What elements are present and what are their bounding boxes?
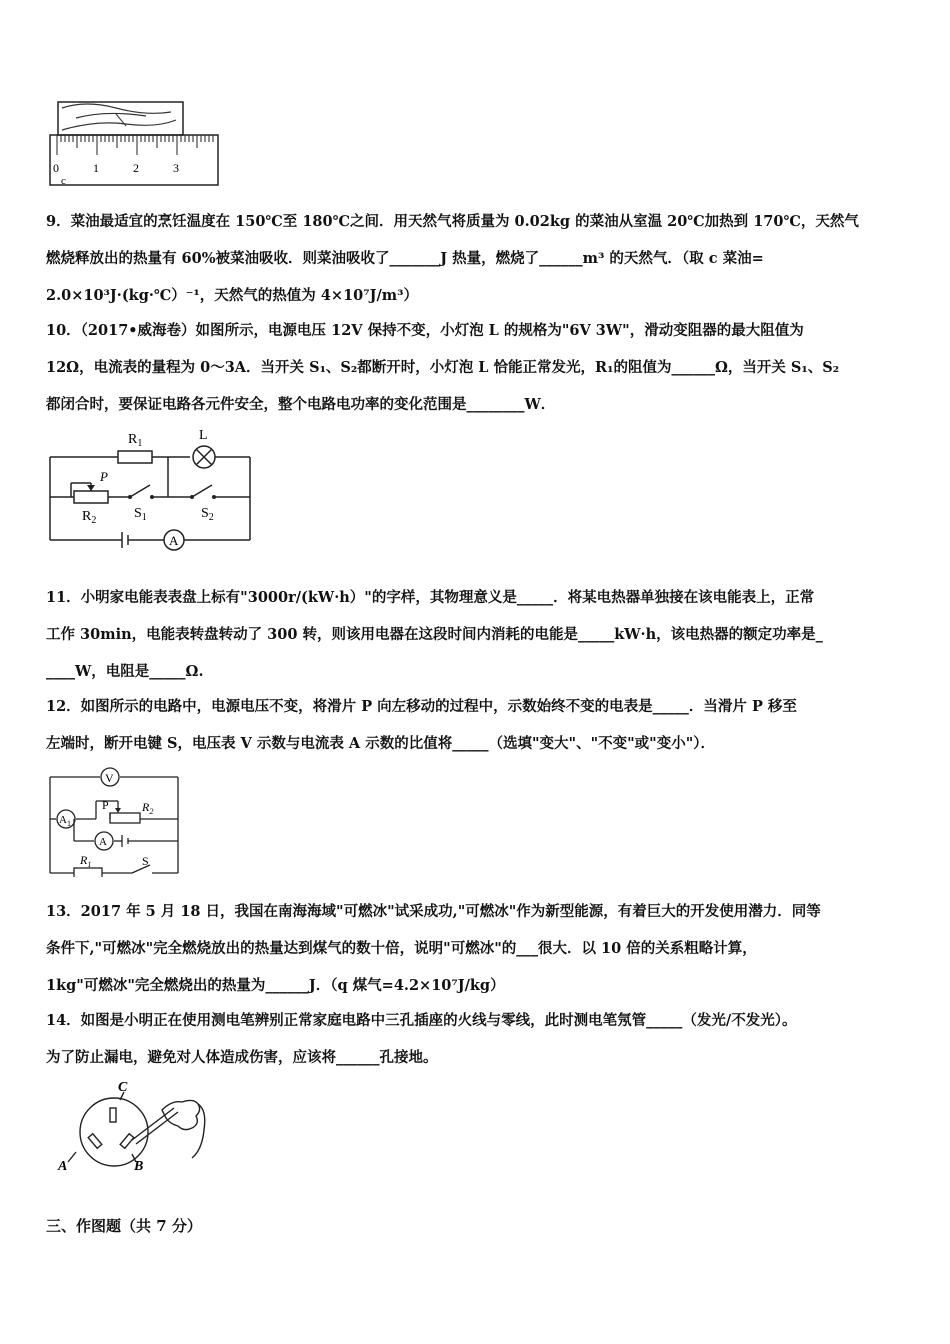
q12-circuit-diagram: [44, 765, 184, 877]
q10-label-s1: $S_1$: [134, 506, 147, 523]
q12-line-1: 12．如图所示的电路中，电源电压不变，将滑片 P 向左移动的过程中，示数始终不变的电表是_____．当滑片 P 移至: [46, 698, 797, 715]
q12-label-r2: $R_2$: [142, 800, 154, 816]
q10-circuit-diagram: [46, 425, 256, 555]
q10-line-2: 12Ω，电流表的量程为 0～3A．当开关 S₁、S₂都断开时，小灯泡 L 恰能正常发光，R₁的阻值为______Ω，当开关 S₁、S₂: [46, 359, 840, 376]
q10-line-1: 10．（2017•威海卷）如图所示，电源电压 12V 保持不变，小灯泡 L 的规格为"6V 3W"，滑动变阻器的最大阻值为: [46, 322, 804, 339]
q14-line-2: 为了防止漏电，避免对人体造成伤害，应该将______孔接地。: [46, 1049, 438, 1066]
q14-label-b: B: [134, 1159, 144, 1174]
q11-line-3: ____W，电阻是_____Ω.: [46, 663, 204, 680]
q13-line-1: 13．2017 年 5 月 18 日，我国在南海海域"可燃冰"试采成功,"可燃冰"作为新型能源，有着巨大的开发使用潜力．同等: [46, 903, 821, 920]
q11-line-2: 工作 30min，电能表转盘转动了 300 转，则该用电器在这段时间内消耗的电能是_____kW·h，该电热器的额定功率是_: [46, 626, 823, 643]
ruler-tick-0: 0: [53, 161, 59, 175]
ruler-tick-3: 3: [173, 161, 179, 175]
q10-label-r2: $R_2$: [82, 509, 97, 526]
q14-label-c: C: [118, 1080, 128, 1095]
q14-line-1: 14．如图是小明正在使用测电笔辨别正常家庭电路中三孔插座的火线与零线，此时测电笔氖管_____（发光/不发光）。: [46, 1012, 797, 1029]
q12-line-2: 左端时，断开电键 S，电压表 V 示数与电流表 A 示数的比值将_____（选填"变大"、"不变"或"变小"）．: [46, 735, 716, 752]
q10-label-slider: P: [100, 469, 108, 484]
q9-line-2: 燃烧释放出的热量有 60%被菜油吸收．则菜油吸收了_______J 热量，燃烧了______m³ 的天然气．（取 c 菜油=: [46, 250, 764, 267]
ruler-tick-2: 2: [133, 161, 139, 175]
section-3-title: 三、作图题（共 7 分）: [46, 1217, 202, 1235]
q10-label-r1: $R_1$: [128, 432, 143, 449]
q14-label-a: A: [58, 1159, 68, 1174]
ruler-unit: c: [61, 175, 66, 187]
q12-label-voltmeter: V: [105, 771, 114, 785]
q14-socket-figure: [52, 1080, 212, 1175]
q10-line-3: 都闭合时，要保证电路各元件安全，整个电路电功率的变化范围是________W．: [46, 396, 556, 413]
q11-line-1: 11．小明家电能表表盘上标有"3000r/(kW·h）"的字样，其物理意义是_____．将某电热器单独接在该电能表上，正常: [46, 589, 815, 606]
q10-label-lamp: L: [199, 428, 208, 443]
q12-label-a1: $A_1$: [59, 814, 71, 828]
q10-label-ammeter: A: [169, 533, 179, 548]
q10-label-s2: $S_2$: [201, 506, 214, 523]
ruler-tick-1: 1: [93, 161, 99, 175]
q12-label-switch: S: [142, 854, 149, 868]
q13-line-3: 1kg"可燃冰"完全燃烧出的热量为______J．（q 煤气=4.2×10⁷J/kg）: [46, 977, 505, 994]
q12-label-r1: $R_1$: [80, 853, 92, 869]
q13-line-2: 条件下,"可燃冰"完全燃烧放出的热量达到煤气的数十倍，说明"可燃冰"的___很大．以 10 倍的关系粗略计算，: [46, 940, 757, 957]
ruler-figure: [46, 100, 221, 188]
q9-line-1: 9．菜油最适宜的烹饪温度在 150℃至 180℃之间．用天然气将质量为 0.02kg 的菜油从室温 20℃加热到 170℃，天然气: [46, 213, 859, 230]
q12-label-slider: P: [102, 798, 109, 812]
q12-label-ammeter: A: [99, 836, 107, 848]
q9-line-3: 2.0×10³J·(kg·℃）⁻¹，天然气的热值为 4×10⁷J/m³）: [46, 287, 418, 304]
